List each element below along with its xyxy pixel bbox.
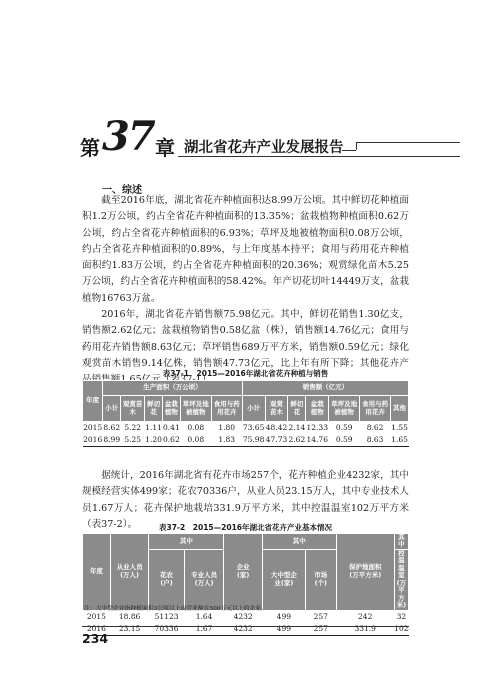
header-line: 草坪及地 — [182, 400, 209, 409]
table-cell: 1.11 — [145, 423, 162, 432]
table1-header-sales-col — [391, 396, 409, 422]
table-cell: 2015 — [83, 610, 111, 623]
table-cell: 102 — [394, 623, 408, 636]
table1-header-sales-col — [288, 396, 306, 422]
header-line: 市场 — [314, 571, 328, 580]
header-line: 花 — [150, 407, 157, 416]
table-row — [83, 623, 409, 636]
table1-header-year: 年度 — [83, 381, 103, 422]
table2-header-protected-area — [336, 534, 394, 611]
table-cell: 499 — [262, 623, 305, 636]
paragraph-2: 2016年，湖北省花卉销售额75.98亿元。其中，鲜切花销售1.30亿支，销售额2.62亿元；盆栽植物销售0.58亿盆（株），销售额14.76亿元；食用与药用花卉销售额8.63亿元；草坪销售689万平方米，销售额0.59亿元；绿化观赏苗木销售9.14亿株，销售额47.73亿元，比上年有所下降；其他花卉产 — [82, 309, 409, 369]
table-cell: 23.15 — [110, 623, 149, 636]
table-cell: 242 — [336, 610, 394, 623]
table-cell: 1.65 — [391, 434, 409, 447]
header-line: 苗木 — [270, 407, 284, 416]
table2-header-among-1: 其中 — [149, 534, 224, 550]
table1 — [82, 380, 409, 447]
table-cell: 2.62 — [288, 434, 306, 447]
table-row — [83, 434, 409, 447]
table1-body — [83, 422, 409, 447]
header-line: 食用与药 — [213, 400, 240, 409]
header-line: (个) — [314, 578, 328, 587]
table-cell: 0.62 — [162, 434, 180, 447]
table1-header-sales-col — [306, 396, 329, 422]
table1-header-sales-col — [329, 396, 360, 422]
table2-header-greenhouse — [394, 549, 408, 610]
table-cell: 257 — [305, 610, 336, 623]
table-cell: 8.62 — [103, 423, 121, 432]
table-cell: 0.08 — [180, 434, 211, 447]
page-number: 234 — [82, 631, 109, 646]
header-line: 观赏苗 — [122, 400, 143, 409]
table-cell: 73.65 — [242, 423, 265, 432]
header-line: 植物 — [164, 407, 178, 416]
chapter-rule-top — [356, 142, 460, 143]
table-cell: 14.76 — [306, 434, 329, 447]
table-cell: 70336 — [149, 623, 184, 636]
table-cell: 1.67 — [184, 623, 224, 636]
header-line: 用花卉 — [365, 407, 385, 416]
table-cell: 0.41 — [163, 423, 180, 432]
table-cell: 1.20 — [145, 434, 163, 447]
body-text-block-1 — [82, 193, 409, 389]
table-cell: 51123 — [149, 610, 184, 623]
header-line: 草坪及地 — [331, 400, 358, 409]
header-line: 大中型企 — [270, 571, 297, 580]
header-line: 木 — [129, 407, 136, 416]
header-line: 鲜切 — [147, 400, 161, 409]
chapter-rule-bottom — [178, 156, 460, 157]
header-line: (万人) — [120, 570, 140, 579]
table2-header-year: 年度 — [83, 534, 111, 611]
table-cell: 18.86 — [110, 610, 149, 623]
chapter-prefix: 第 — [80, 136, 100, 160]
table1-caption: 表37-1 2015—2016年湖北省花卉种植与销售 — [162, 369, 329, 378]
table-cell: 32 — [394, 610, 408, 623]
table-cell: 5.22 — [121, 422, 145, 435]
table-cell: 48.42 — [265, 423, 288, 432]
table2-header-among-3: 其中 — [394, 534, 408, 550]
paragraph-3: 据统计，2016年湖北省有花卉市场257个，花卉种植企业4232家，其中规模经营实体499家；花农70336户，从业人员23.15万人，其中专业技术人员1.67万人；花卉保护地栽培331.9万平方米，其中控温温室102万平方米（表37-2）。 — [82, 470, 409, 530]
header-line: 盆栽 — [310, 400, 324, 409]
table-cell: 2015 — [83, 423, 103, 432]
table2-header-practitioners — [110, 534, 149, 611]
chapter-rule-right-vertical — [356, 142, 357, 150]
header-line: 鲜切 — [290, 400, 304, 409]
header-line: 专业人员 — [191, 571, 218, 580]
header-line: 花 — [293, 407, 301, 416]
table-cell: 1.55 — [391, 423, 408, 432]
header-line: 控温温室 — [398, 548, 405, 580]
header-line: 其他 — [393, 403, 407, 412]
table2-header-among-2: 其中 — [262, 534, 336, 550]
section-heading: 一、综述 — [102, 185, 142, 196]
table2 — [82, 533, 409, 636]
table-cell: 1.80 — [211, 422, 242, 435]
table-cell: 75.98 — [242, 434, 265, 447]
table2-note: 注：大中型企业指种植面积3公顷以上或营业额在500万元以上的企业。 — [84, 606, 267, 612]
table-cell: 1.64 — [184, 610, 224, 623]
table2-header-large-enterprises — [262, 549, 305, 610]
table-cell: 47.73 — [265, 434, 288, 447]
table-cell: 2016 — [83, 434, 103, 447]
header-line: 企业 — [236, 563, 250, 572]
header-line: 业(家) — [274, 578, 294, 587]
table-cell: 5.25 — [121, 434, 145, 447]
chapter-number: 37 — [102, 113, 154, 160]
table-cell: 2.14 — [288, 423, 306, 432]
table-row — [83, 610, 409, 623]
header-line: (家) — [236, 570, 250, 579]
table1-header-area-col — [103, 396, 121, 422]
table1-header-sales-group: 销售额（亿元） — [242, 381, 408, 396]
header-line: 用花卉 — [216, 407, 237, 416]
table-cell: 257 — [305, 623, 336, 636]
table2-header-technicians — [184, 549, 224, 610]
header-line: 被植物 — [186, 407, 206, 416]
table2-body — [83, 610, 409, 635]
header-line: 食用与药 — [362, 400, 389, 409]
table1-header-area-col — [211, 396, 242, 422]
table-cell: 0.59 — [329, 422, 360, 435]
table-row — [83, 422, 409, 435]
header-line: 米) — [396, 601, 407, 610]
paragraph-1: 截至2016年底，湖北省花卉种植面积达8.99万公顷。其中鲜切花种植面积1.2万公顷，约占全省花卉种植面积的13.35%；盆栽植物种植面积0.62万公顷，约占全省花卉种植面积的6.93%；草坪及地被植物面积0.08万公顷，约占全省花卉种植面积的0.89%，与上年度基本持平；食用与药用花卉种植面积约1.83万公顷，约占全省花卉种植面积的20.36%；观赏绿化苗木5.25万公顷，约占全省花卉种植面积的58.42%。年产切花切叶14449万支，盆栽植物16763万盆。 — [82, 195, 409, 304]
table1-header-area-col — [121, 396, 145, 422]
header-line: (万平方米) — [349, 570, 382, 579]
header-line: 观赏 — [270, 400, 284, 409]
chapter-title: 湖北省花卉产业发展报告 — [184, 140, 344, 156]
header-line: 小计 — [105, 403, 119, 412]
header-line: (万平方 — [396, 578, 407, 602]
chapter-rule-right — [342, 150, 356, 151]
chapter-heading — [80, 113, 460, 163]
table-cell: 331.9 — [336, 623, 394, 636]
table-cell: 0.59 — [329, 434, 360, 447]
header-line: (户) — [160, 578, 173, 587]
table-cell: 2016 — [83, 623, 111, 636]
table2-header-farmers — [149, 549, 184, 610]
footer-rule — [82, 626, 409, 627]
table-cell: 8.99 — [103, 434, 121, 447]
table1-header-area-col — [162, 396, 180, 422]
header-line: 保护地面积 — [348, 563, 382, 572]
table1-header-sales-col — [265, 396, 288, 422]
table1-header-area-group: 生产面积（万公顷） — [103, 381, 242, 396]
header-line: 花农 — [160, 571, 174, 580]
table1-header-sales-col — [360, 396, 391, 422]
table1-header-area-col — [145, 396, 163, 422]
table-cell: 499 — [262, 610, 305, 623]
table-cell: 1.83 — [211, 434, 242, 447]
chapter-suffix: 章 — [155, 136, 175, 160]
table-cell: 12.33 — [306, 423, 328, 432]
header-line: 从业人员 — [116, 563, 143, 572]
header-line: 盆栽 — [164, 400, 178, 409]
table-cell: 4232 — [224, 623, 262, 636]
table1-subheader-row — [83, 396, 409, 422]
table1-header-area-col — [180, 396, 211, 422]
table-cell: 8.63 — [360, 434, 391, 447]
table-cell: 4232 — [224, 610, 262, 623]
header-line: (万人) — [194, 578, 214, 587]
header-line: 小计 — [247, 403, 261, 412]
table1-header-sales-col — [242, 396, 265, 422]
header-line: 被植物 — [334, 407, 354, 416]
header-line: 植物 — [310, 407, 324, 416]
table-cell: 0.08 — [180, 422, 211, 435]
table2-header-markets — [305, 549, 336, 610]
table2-caption: 表37-2 2015—2016年湖北省花卉产业基本情况 — [158, 523, 332, 532]
table2-header-enterprises — [224, 534, 262, 611]
table-cell: 8.62 — [360, 422, 391, 435]
